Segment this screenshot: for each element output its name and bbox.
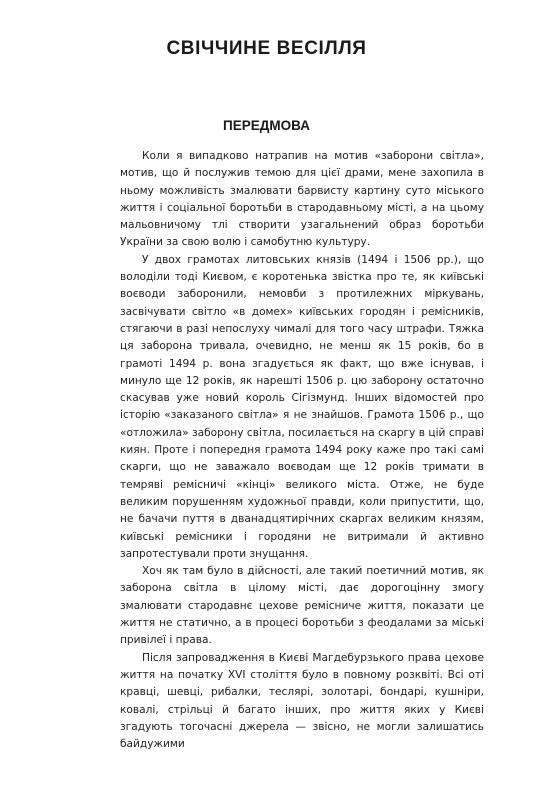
paragraph-1: Коли я випадково натрапив на мотив «заборони світла», мотив, що й послужив темою для цієї драми, мене захопила в ньому можливість змалювати барвисту картину суто міського життя і соціальної боротьби в стародавньому місті, а на цьому мальовничому тлі створити узагальнений образ боротьби України за свою волю і самобутню культуру. — [120, 150, 484, 249]
paragraph-4: Після запровадження в Києві Магдебурзького права цехове життя на початку XVI століття було в повному розквіті. Всі оті кравці, шевці, рибалки, теслярі, золотарі, бондарі, кушніри, ковалі, стрільці й багато інших, про життя яких у Києві згадують тогочасні джерела — звісно, не могли залишатись байдужими — [120, 651, 484, 751]
paragraph-3: Хоч як там було в дійсності, але такий поетичний мотив, як заборона світла в цілому місті, дає дорогоцінну змогу змалювати стародавнє цехове ремісниче життя, показати це життя не статично, а в процесі боротьби з феодалами за міські привілеї і права. — [120, 565, 484, 647]
body-text — [120, 148, 484, 753]
paragraph-2: У двох грамотах литовських князів (1494 і 1506 рр.), що володіли тоді Києвом, є коротенька звістка про те, як київські воєводи заборонили, немовби з протилежних міркувань, засвічувати світло «в домех» київських городян і ремісників, стягаючи в разі непослуху чималі для того часу штрафи. Тяжка ця заборона тривала, очевидно, не менш як 15 років, бо в грамоті 1494 р. вона згадується як факт, що вже існував, і минуло ще 12 років, як нарешті 1506 р. цю заборону остаточно скасував уже новий король Сігізмунд. Інших відомостей про історію «заказаного світла» я не знайшов. Грамота 1506 р., що «отложила» заборону світла, посилається на скаргу в цій справі киян. Проте і попередня грамота 1494 року каже про такі самі скарги, що не заважало воєводам ще 12 років тримати в темряві ремісничі «кінці» великого міста. Отже, не буде великим порушенням художньої правди, коли припустити, що, не бачачи пуття в дванадцятирічних скаргах великим князям, київські ремісники і городяни не витримали й активно запротестували проти знущання. — [120, 253, 484, 560]
page-title: СВІЧЧИНЕ ВЕСІЛЛЯ — [166, 38, 367, 59]
section-heading: ПЕРЕДМОВА — [223, 118, 310, 133]
